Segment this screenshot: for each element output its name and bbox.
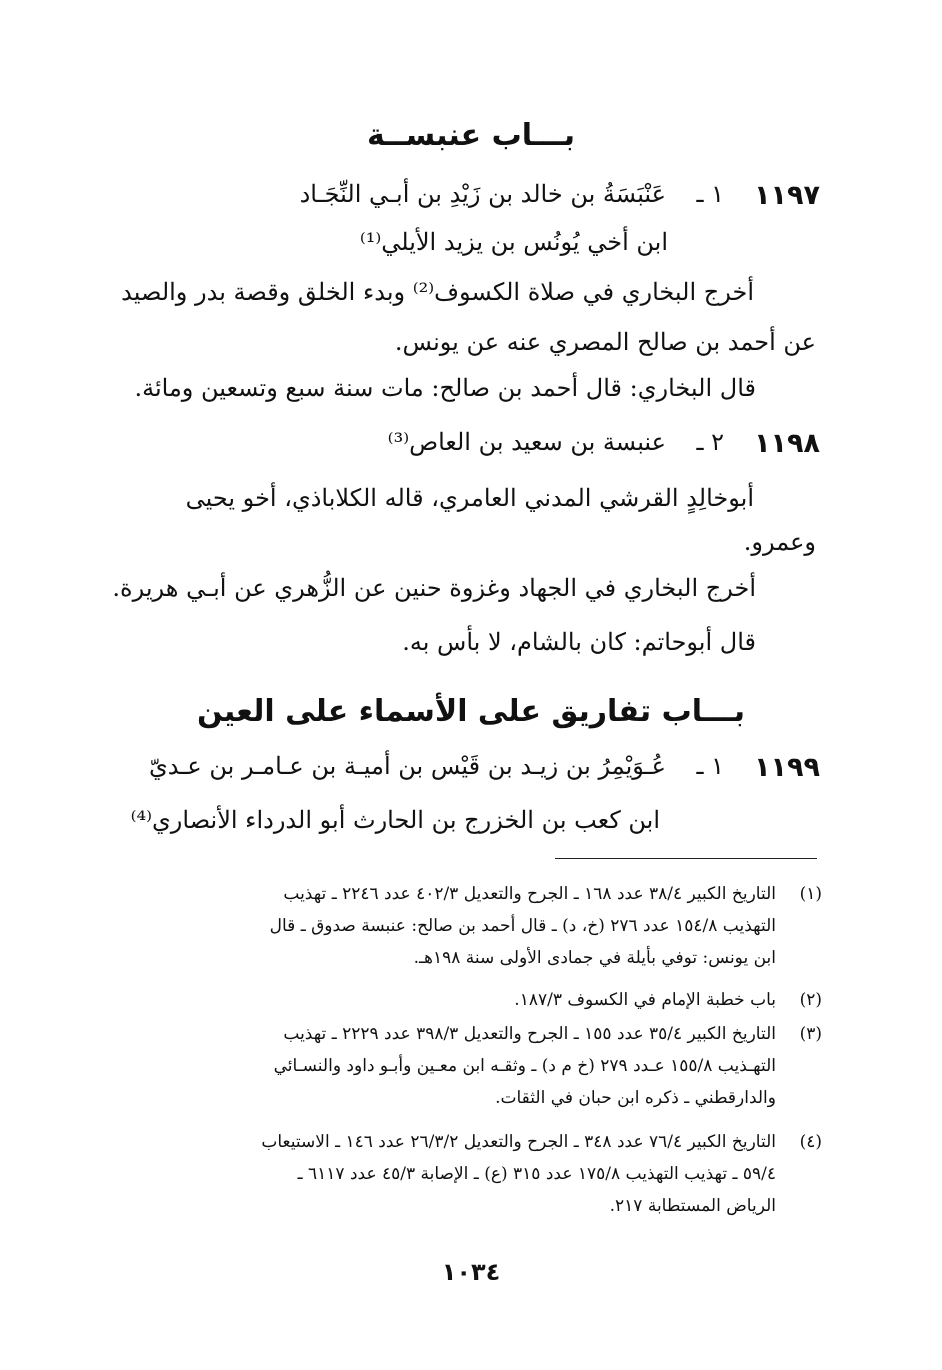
footnote-4 [122,1126,822,1222]
footnote-line: الرياض المستطابة ٢١٧. [609,1196,776,1216]
footnote-divider [555,858,817,859]
footnote-number: (١) [799,884,822,904]
chapter-heading-miscellaneous: بـــاب تفاريق على الأسماء على العين [196,694,746,729]
entry-name: عَنْبَسَةُ بن خالد بن زَيْدِ بن أبـي النِّجَـاد [299,180,666,208]
footnote-number: (٢) [799,990,822,1010]
footnote-number: (٤) [799,1132,822,1152]
footnote-line: التاريخ الكبير ٧٦/٤ عدد ٣٤٨ ـ الجرح والتعديل ٢٦/٣/٢ عدد ١٤٦ ـ الاستيعاب [261,1132,776,1152]
entry-name: عُـوَيْمِرُ بن زيـد بن قَيْس بن أميـة بن عـامـر بن عـديّ [149,752,666,780]
entry-number: ١١٩٩ [754,752,820,783]
footnote-line: التهـذيب ١٥٥/٨ عـدد ٢٧٩ (خ م د) ـ وثقـه ابن معـين وأبـو داود والنسـائي [273,1056,776,1076]
footnote-line: ابن يونس: توفي بأيلة في جمادى الأولى سنة ١٩٨هـ. [413,948,776,968]
paragraph-line: قال البخاري: قال أحمد بن صالح: مات سنة سبع وتسعين ومائة. [134,374,756,402]
footnote-line: التاريخ الكبير ٣٥/٤ عدد ١٥٥ ـ الجرح والتعديل ٣٩٨/٣ عدد ٢٢٢٩ ـ تهذيب [283,1024,776,1044]
entry-number: ١١٩٧ [754,180,820,211]
entry-sequence: ٢ ـ [696,428,724,456]
entry-1197 [120,180,820,224]
footnote-2 [122,984,822,1016]
footnote-line: التاريخ الكبير ٣٨/٤ عدد ١٦٨ ـ الجرح والتعديل ٤٠٢/٣ عدد ٢٢٤٦ ـ تهذيب [283,884,776,904]
footnote-line: التهذيب ١٥٤/٨ عدد ٢٧٦ (خ، د) ـ قال أحمد بن صالح: عنبسة صدوق ـ قال [269,916,776,936]
entry-1199 [120,752,820,796]
paragraph-line: أخرج البخاري في الجهاد وغزوة حنين عن الزُّهري عن أبـي هريرة. [112,574,756,602]
entry-number: ١١٩٨ [754,428,820,459]
entry-name-continuation: ابن كعب بن الخزرج بن الحارث أبو الدرداء الأنصاري⁽⁴⁾ [130,806,660,834]
footnote-number: (٣) [799,1024,822,1044]
paragraph-line: قال أبوحاتم: كان بالشام، لا بأس به. [402,628,756,656]
footnote-line: باب خطبة الإمام في الكسوف ١٨٧/٣. [514,990,776,1010]
entry-1198 [120,428,820,472]
entry-name: عنبسة بن سعيد بن العاص⁽³⁾ [387,428,666,456]
page-number: ١٠٣٤ [441,1258,501,1286]
entry-sequence: ١ ـ [696,752,724,780]
paragraph-line: أبوخالِدٍ القرشي المدني العامري، قاله الكلاباذي، أخو يحيى [185,484,754,512]
paragraph-line: وعمرو. [743,528,816,556]
paragraph-line: عن أحمد بن صالح المصري عنه عن يونس. [394,328,816,356]
paragraph-line: أخرج البخاري في صلاة الكسوف⁽²⁾ وبدء الخلق وقصة بدر والصيد [121,278,754,306]
footnote-3 [122,1018,822,1114]
chapter-heading-anbasa: بـــاب عنبســة [366,118,576,153]
footnote-line: ٥٩/٤ ـ تهذيب التهذيب ١٧٥/٨ عدد ٣١٥ (ع) ـ الإصابة ٤٥/٣ عدد ٦١١٧ ـ [297,1164,776,1184]
entry-sequence: ١ ـ [696,180,724,208]
footnote-line: والدارقطني ـ ذكره ابن حبان في الثقات. [495,1088,776,1108]
footnote-1 [122,878,822,974]
entry-name-continuation: ابن أخي يُونُس بن يزيد الأيلي⁽¹⁾ [359,228,668,256]
